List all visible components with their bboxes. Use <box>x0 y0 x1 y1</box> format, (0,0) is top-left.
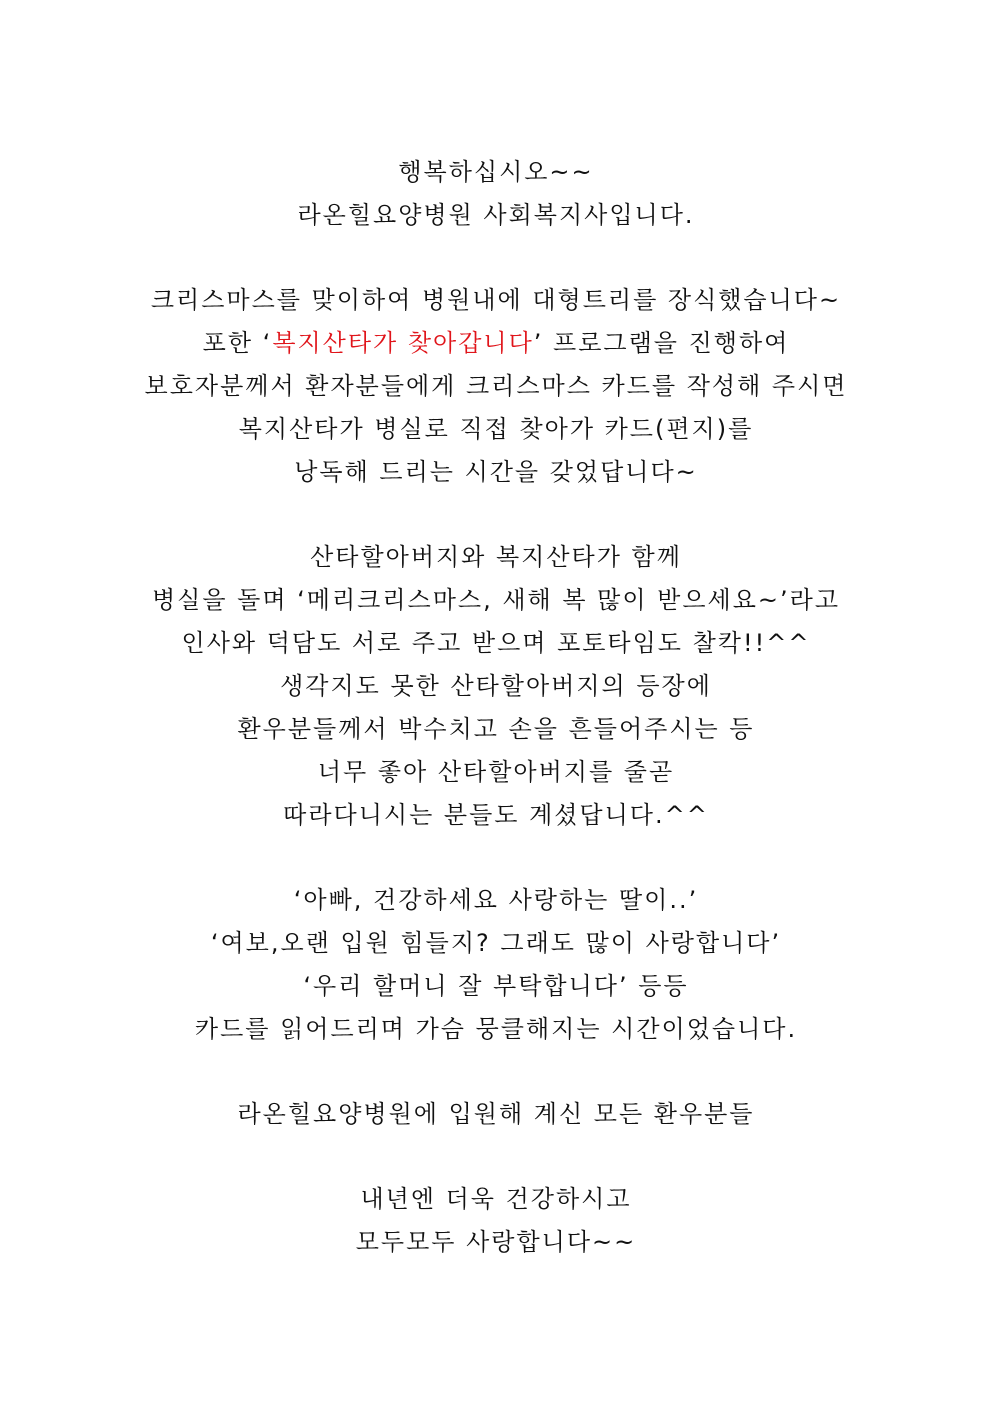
body-line: 크리스마스를 맞이하여 병원내에 대형트리를 장식했습니다~ <box>150 286 842 314</box>
body-line: 보호자분께서 환자분들에게 크리스마스 카드를 작성해 주시면 <box>144 372 848 400</box>
body-line: 생각지도 못한 산타할아버지의 등장에 <box>280 672 712 700</box>
closing-line: 모두모두 사랑합니다~~ <box>355 1228 637 1256</box>
body-line: 산타할아버지와 복지산타가 함께 <box>310 543 682 571</box>
body-line: 환우분들께서 박수치고 손을 흔들어주시는 등 <box>237 715 755 743</box>
program-line <box>0 326 992 360</box>
author-line: 라온힐요양병원 사회복지사입니다. <box>297 201 695 229</box>
program-name-highlight: 복지산타가 찾아갑니다 <box>272 329 534 357</box>
body-line: 병실을 돌며 ‘메리크리스마스, 새해 복 많이 받으세요~’라고 <box>152 586 840 614</box>
body-line: 낭독해 드리는 시간을 갖었답니다~ <box>294 458 698 486</box>
card-quote-line: ‘우리 할머니 잘 부탁합니다’ 등등 <box>303 972 689 1000</box>
program-line-before: 포한 ‘ <box>202 329 273 357</box>
closing-line: 내년엔 더욱 건강하시고 <box>360 1185 632 1213</box>
body-line: 카드를 읽어드리며 가슴 뭉클해지는 시간이었습니다. <box>194 1015 798 1043</box>
card-quote-line: ‘여보,오랜 입원 힘들지? 그래도 많이 사랑합니다’ <box>210 929 782 957</box>
body-line: 너무 좋아 산타할아버지를 줄곧 <box>317 758 675 786</box>
closing-line: 라온힐요양병원에 입원해 계신 모든 환우분들 <box>237 1100 755 1128</box>
body-line: 복지산타가 병실로 직접 찾아가 카드(편지)를 <box>238 415 754 443</box>
greeting-line: 행복하십시오~~ <box>398 158 594 186</box>
body-line: 따라다니시는 분들도 계셨답니다.^^ <box>283 801 709 829</box>
card-quote-line: ‘아빠, 건강하세요 사랑하는 딸이..’ <box>293 886 699 914</box>
program-line-after: ’ 프로그램을 진행하여 <box>533 329 790 357</box>
body-line: 인사와 덕담도 서로 주고 받으며 포토타임도 찰칵!!^^ <box>181 629 811 657</box>
